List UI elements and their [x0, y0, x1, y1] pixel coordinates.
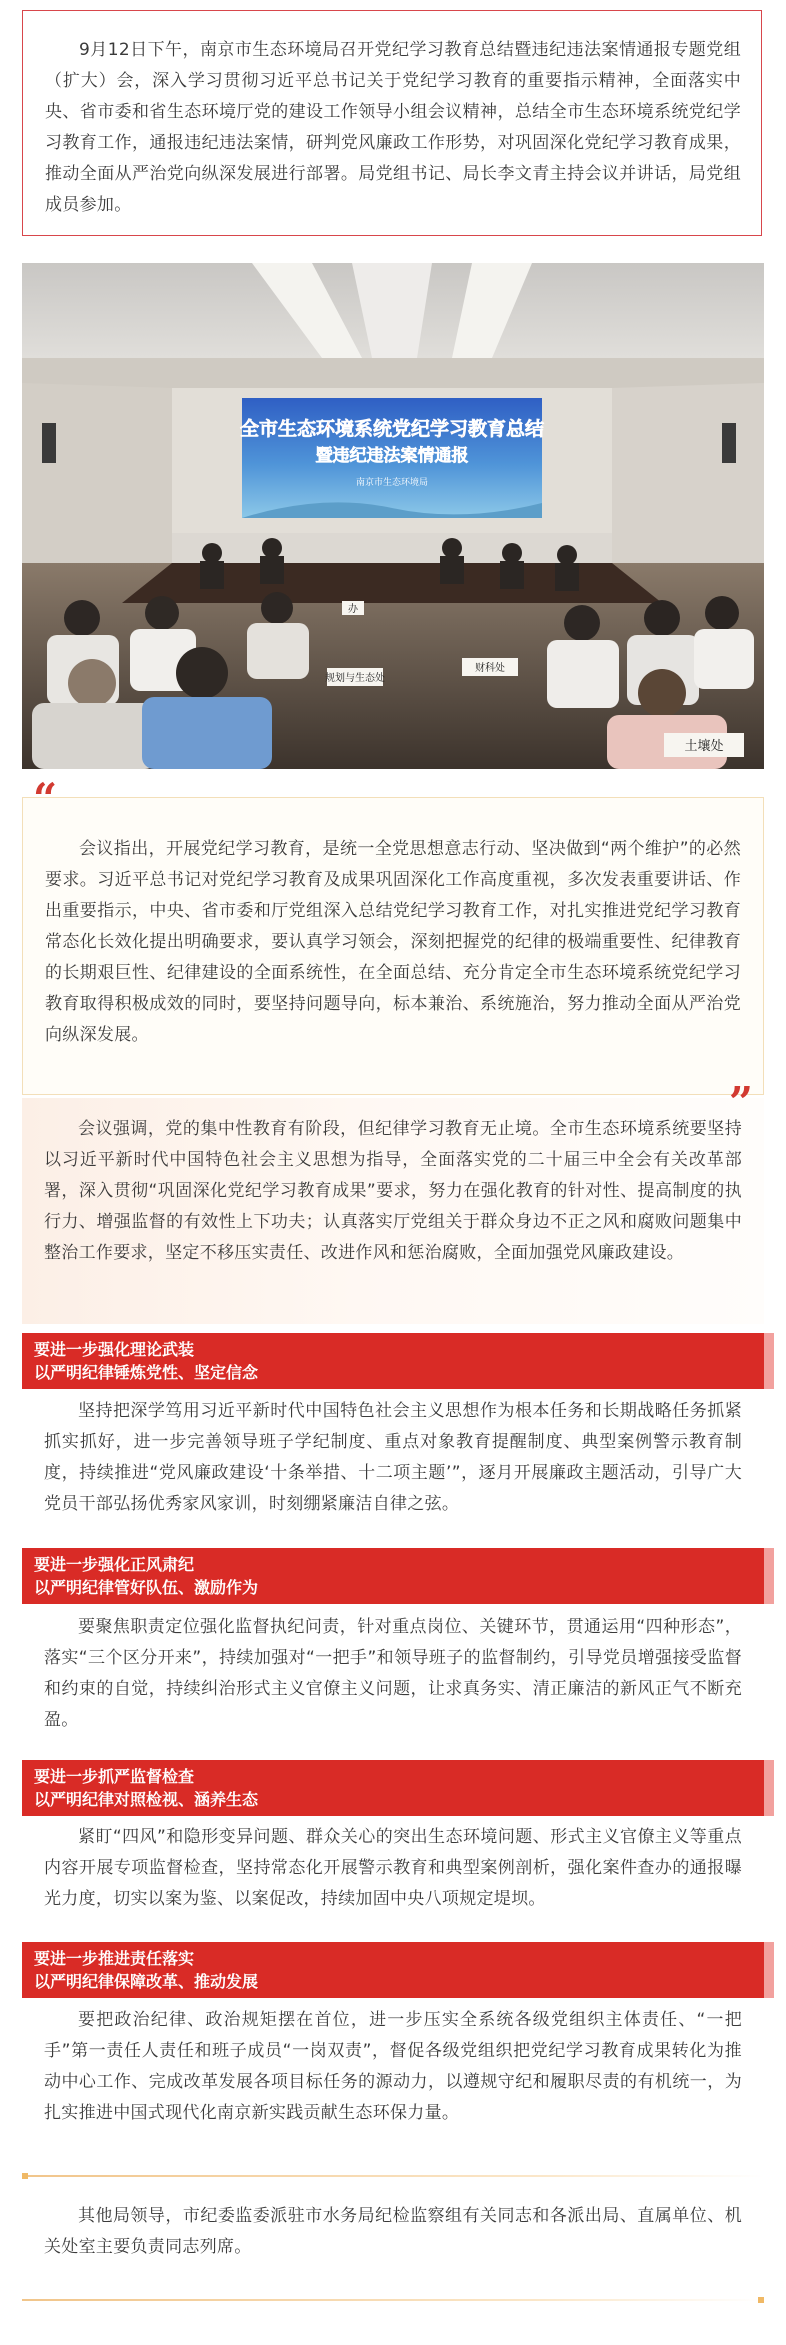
section-3-paragraph: 紧盯“四风”和隐形变异问题、群众关心的突出生态环境问题、形式主义官僚主义等重点内容开展专项监督检查，坚持常态化开展警示教育和典型案例剖析，强化案件查办的通报曝光力度，切实以案为鉴、以案促改，持续加固中央八项规定堤坝。 [44, 1827, 742, 1909]
section-3-title-line2: 以严明纪律对照检视、涵养生态 [34, 1790, 259, 1809]
intro-paragraph: 9月12日下午，南京市生态环境局召开党纪学习教育总结暨违纪违法案情通报专题党组（扩大）会，深入学习贯彻习近平总书记关于党纪学习教育的重要指示精神，全面落实中央、省市委和省生态环境厅党的建设工作领导小组会议精神，总结全市生态环境系统党纪学习教育工作，通报违纪违法案情，研判党风廉政工作形势，对巩固深化党纪学习教育成果，推动全面从严治党向纵深发展进行部署。局党组书记、局长李文青主持会议并讲话，局党组成员参加。 [45, 40, 741, 215]
closing-top-rule [22, 2175, 764, 2177]
closing-paragraph: 其他局领导，市纪委监委派驻市水务局纪检监察组有关同志和各派出局、直属单位、机关处室主要负责同志列席。 [44, 2206, 742, 2257]
quote-box [22, 774, 764, 1095]
closing-bottom-dot [758, 2297, 764, 2303]
nameplate-4: 土壤处 [684, 739, 724, 754]
meeting-photo-illustration [22, 263, 764, 769]
quote-paragraph: 会议指出，开展党纪学习教育，是统一全党思想意志行动、坚决做到“两个维护”的必然要求。习近平总书记对党纪学习教育及成果巩固深化工作高度重视，多次发表重要讲话、作出重要指示，中央、省市委和厅党组深入总结党纪学习教育工作，对扎实推进党纪学习教育常态化长效化提出明确要求，要认真学习领会，深刻把握党的纪律的极端重要性、纪律教育的长期艰巨性、纪律建设的全面系统性，在全面总结、充分肯定全市生态环境系统党纪学习教育取得积极成效的同时，要坚持问题导向，标本兼治、系统施治，努力推动全面从严治党向纵深发展。 [45, 839, 741, 1045]
closing-box [22, 2175, 764, 2301]
section-2-header [22, 1548, 764, 1604]
section-4-title-line1: 要进一步推进责任落实 [34, 1949, 195, 1968]
section-2-paragraph: 要聚焦职责定位强化监督执纪问责，针对重点岗位、关键环节，贯通运用“四种形态”，落实“三个区分开来”，持续加强对“一把手”和领导班子的监督制约，引导党员增强接受监督和约束的自觉，持续纠治形式主义官僚主义问题，让求真务实、清正廉洁的新风正气不断充盈。 [44, 1617, 742, 1730]
section-1-title-line2: 以严明纪律锤炼党性、坚定信念 [34, 1363, 259, 1382]
open-quote-icon: “ [33, 774, 58, 823]
section-1-header [22, 1333, 764, 1389]
section-2-body [22, 1612, 764, 1736]
section-3-title-line1: 要进一步抓严监督检查 [34, 1767, 195, 1786]
section-2-header-tab [764, 1548, 774, 1604]
section-3-header-tab [764, 1760, 774, 1816]
section-3-body [22, 1822, 764, 1915]
section-3-header [22, 1760, 764, 1816]
section-4-body [22, 2005, 764, 2129]
nameplate-2: 办 [348, 604, 358, 615]
banner-title-line2: 暨违纪违法案情通报 [315, 446, 469, 466]
intro-box [22, 10, 762, 236]
nameplate-3: 财科处 [475, 663, 505, 674]
meeting-photo [22, 263, 764, 769]
closing-bottom-rule [22, 2299, 764, 2301]
banner-title-line1: 全市生态环境系统党纪学习教育总结 [239, 418, 545, 440]
emphasis-paragraph: 会议强调，党的集中性教育有阶段，但纪律学习教育无止境。全市生态环境系统要坚持以习近平新时代中国特色社会主义思想为指导，全面落实党的二十届三中全会有关改革部署，深入贯彻“巩固深化党纪学习教育成果”要求，努力在强化教育的针对性、提高制度的执行力、增强监督的有效性上下功夫；认真落实厅党组关于群众身边不正之风和腐败问题集中整治工作要求，坚定不移压实责任、改进作风和惩治腐败，全面加强党风廉政建设。 [44, 1119, 742, 1263]
section-1-title-line1: 要进一步强化理论武装 [34, 1340, 195, 1359]
nameplate-1: 规划与生态处 [325, 673, 385, 684]
section-4-header [22, 1942, 764, 1998]
section-4-title-line2: 以严明纪律保障改革、推动发展 [34, 1972, 259, 1991]
section-2-title-line2: 以严明纪律管好队伍、激励作为 [34, 1578, 259, 1597]
closing-top-dot [22, 2173, 28, 2179]
section-4-paragraph: 要把政治纪律、政治规矩摆在首位，进一步压实全系统各级党组织主体责任、“一把手”第一责任人责任和班子成员“一岗双责”，督促各级党组织把党纪学习教育成果转化为推动中心工作、完成改革发展各项目标任务的源动力，以遵规守纪和履职尽责的有机统一，为扎实推进中国式现代化南京新实践贡献生态环保力量。 [44, 2010, 742, 2123]
banner-organizer: 南京市生态环境局 [355, 478, 429, 488]
section-1-body [22, 1396, 764, 1520]
section-1-header-tab [764, 1333, 774, 1389]
section-1-paragraph: 坚持把深学笃用习近平新时代中国特色社会主义思想作为根本任务和长期战略任务抓紧抓实抓好，进一步完善领导班子学纪制度、重点对象教育提醒制度、典型案例警示教育制度，持续推进“党风廉政建设‘十条举措、十二项主题’”，逐月开展廉政主题活动，引导广大党员干部弘扬优秀家风家训，时刻绷紧廉洁自律之弦。 [44, 1401, 742, 1514]
section-4-header-tab [764, 1942, 774, 1998]
emphasis-box [22, 1098, 764, 1324]
section-2-title-line1: 要进一步强化正风肃纪 [34, 1555, 195, 1574]
